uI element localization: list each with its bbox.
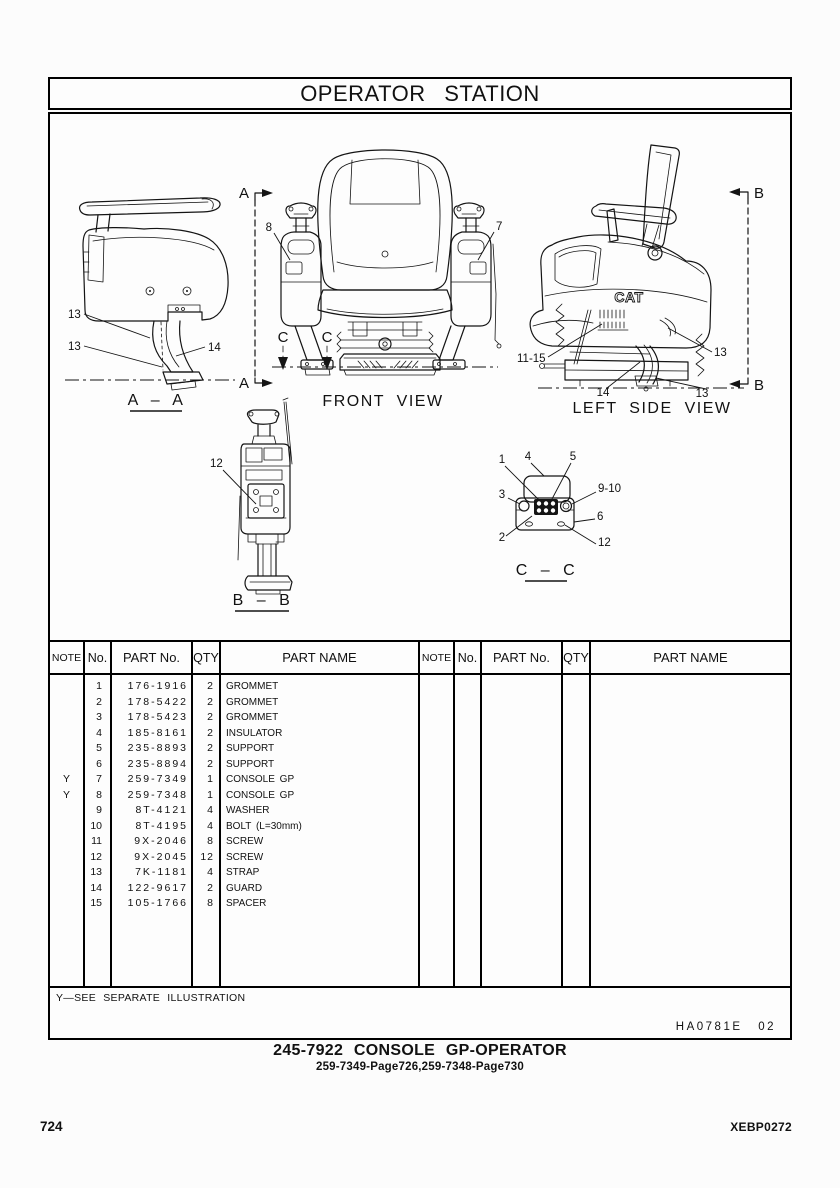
cell-part_no: 9X-2046 — [134, 835, 188, 847]
footnote-area — [50, 988, 790, 1038]
column-no — [455, 675, 482, 986]
callout-cc-1: 1 — [498, 454, 506, 466]
callout-aa-13-lower: 13 — [68, 341, 81, 353]
page-title: OPERATOR STATION — [300, 80, 540, 106]
callout-cc-4: 4 — [524, 451, 532, 463]
column-part-name — [221, 675, 418, 986]
cell-note — [50, 726, 83, 742]
callout-cc-2: 2 — [498, 532, 506, 544]
caption-front-view: FRONT VIEW — [322, 393, 444, 410]
cell-part_no: 8T-4121 — [135, 804, 188, 816]
page-number: 724 — [40, 1119, 63, 1134]
callout-side-14: 14 — [596, 387, 610, 399]
cell-qty: 4 — [207, 819, 214, 832]
cell-note — [50, 896, 83, 912]
cell-no: 3 — [96, 711, 102, 723]
cell-name: CONSOLE GP — [226, 774, 295, 785]
cell-qty: 8 — [207, 835, 214, 847]
col-header-qty: QTY — [563, 642, 591, 673]
callout-cc-12: 12 — [598, 537, 611, 549]
col-header-note: NOTE — [420, 642, 455, 673]
cell-note — [50, 710, 83, 726]
cell-part_no: 259-7348 — [127, 788, 188, 801]
figure-caption-title: 245-7922 CONSOLE GP-OPERATOR — [273, 1042, 567, 1059]
cell-no: 7 — [96, 773, 102, 785]
figure-caption — [0, 1042, 840, 1073]
section-marker-c-right: C — [321, 329, 333, 346]
cell-name: SUPPORT — [226, 758, 275, 770]
cell-name: SUPPORT — [226, 743, 275, 754]
callout-front-7: 7 — [496, 221, 503, 233]
footnote-text: Y—SEE SEPARATE ILLUSTRATION — [56, 992, 246, 1004]
cell-qty: 2 — [207, 757, 214, 770]
cell-no: 2 — [96, 695, 102, 708]
cell-name: BOLT (L=30mm) — [226, 820, 302, 832]
cell-note — [50, 803, 83, 819]
column-part-no — [482, 675, 563, 986]
cell-note — [50, 679, 83, 695]
cell-no: 12 — [90, 850, 102, 863]
cell-qty: 12 — [200, 850, 214, 863]
cell-name: GROMMET — [226, 681, 279, 692]
cell-no: 9 — [96, 804, 102, 816]
cell-note — [50, 881, 83, 897]
cell-note — [50, 757, 83, 773]
cell-name: CONSOLE GP — [226, 789, 295, 801]
cell-qty: 2 — [207, 881, 214, 894]
cell-part_no: 235-8894 — [127, 757, 188, 770]
col-header-no: No. — [455, 642, 482, 673]
cell-part_no: 8T-4195 — [135, 819, 188, 832]
cell-qty: 2 — [207, 680, 214, 692]
cell-part_no: 235-8893 — [127, 742, 188, 754]
section-b-b-drawing — [210, 398, 292, 611]
cell-note — [50, 865, 83, 881]
callout-side-11-15: 11-15 — [517, 353, 546, 365]
cell-qty: 2 — [207, 742, 214, 754]
document-code: XEBP0272 — [730, 1120, 792, 1134]
table-header-right — [420, 642, 790, 675]
col-header-part-name: PART NAME — [282, 650, 357, 665]
front-view-drawing — [239, 150, 502, 410]
section-c-c-drawing — [499, 451, 621, 581]
drawings-svg — [50, 114, 790, 640]
title-bar — [48, 77, 792, 110]
cell-note — [50, 850, 83, 866]
col-header-qty: QTY — [193, 642, 221, 673]
callout-cc-5: 5 — [569, 451, 577, 463]
cell-part_no: 7K-1181 — [135, 866, 188, 878]
cell-note: Y — [62, 773, 70, 785]
cell-no: 15 — [90, 897, 102, 909]
cell-note — [50, 695, 83, 711]
document-frame — [48, 77, 792, 1040]
cell-qty: 1 — [207, 773, 214, 785]
section-marker-b-bottom: B — [754, 377, 765, 394]
section-marker-c-left: C — [277, 329, 289, 346]
caption-left-side-view: LEFT SIDE VIEW — [572, 400, 732, 417]
cell-qty: 2 — [207, 695, 214, 708]
caption-b-b: B – B — [232, 592, 292, 609]
cell-name: SPACER — [226, 898, 267, 909]
cell-name: STRAP — [226, 867, 260, 878]
column-qty — [563, 675, 591, 986]
caption-c-c: C – C — [515, 562, 577, 579]
parts-table-body-right — [420, 675, 790, 986]
cat-logo: CAT — [614, 289, 644, 305]
parts-table-left — [50, 642, 420, 986]
callout-cc-3: 3 — [498, 489, 506, 501]
cell-qty: 2 — [207, 726, 214, 739]
column-part-name — [591, 675, 790, 986]
parts-table-right — [420, 642, 790, 986]
cell-name: WASHER — [226, 805, 270, 816]
cell-no: 11 — [91, 835, 102, 847]
cell-note: Y — [62, 788, 70, 801]
cell-part_no: 178-5423 — [127, 711, 188, 723]
cell-no: 13 — [90, 866, 102, 878]
callout-cc-9-10: 9-10 — [598, 483, 622, 495]
col-header-no: No. — [85, 642, 112, 673]
column-note — [50, 675, 85, 986]
cell-part_no: 178-5422 — [127, 695, 188, 708]
cell-no: 1 — [96, 680, 102, 692]
cell-name: SCREW — [226, 851, 264, 863]
parts-table-body-left — [50, 675, 418, 986]
cell-note — [50, 834, 83, 850]
column-note — [420, 675, 455, 986]
cell-part_no: 185-8161 — [127, 726, 188, 739]
cell-qty: 8 — [207, 897, 214, 909]
section-marker-a-top: A — [238, 185, 249, 202]
cell-qty: 4 — [207, 804, 214, 816]
caption-a-a: A – A — [127, 392, 185, 409]
figure-caption-subtitle: 259-7349-Page726,259-7348-Page730 — [315, 1061, 524, 1073]
callout-front-8: 8 — [265, 222, 272, 234]
cell-no: 4 — [96, 726, 102, 739]
content-box — [48, 112, 792, 1040]
callout-side-13-upper: 13 — [714, 347, 727, 359]
cell-part_no: 176-1916 — [127, 680, 188, 692]
cell-name: GROMMET — [226, 696, 279, 708]
section-marker-b-top: B — [754, 185, 765, 202]
cell-part_no: 9X-2045 — [134, 850, 188, 863]
section-marker-a-bottom: A — [238, 375, 249, 392]
callout-aa-13-upper: 13 — [68, 309, 81, 321]
cell-no: 5 — [96, 742, 102, 754]
cell-qty: 1 — [207, 788, 214, 801]
column-qty — [193, 675, 221, 986]
parts-table — [50, 640, 790, 988]
col-header-note: NOTE — [50, 642, 85, 673]
callout-bb-12: 12 — [210, 458, 223, 470]
column-no — [85, 675, 112, 986]
col-header-part-no: PART No. — [482, 642, 563, 673]
section-a-a-drawing — [65, 198, 235, 411]
callout-side-13-lower: 13 — [695, 388, 709, 400]
col-header-part-no: PART No. — [112, 642, 193, 673]
cell-qty: 4 — [207, 866, 214, 878]
cell-part_no: 259-7349 — [127, 773, 188, 785]
cell-name: GROMMET — [226, 712, 279, 723]
cell-note — [50, 819, 83, 835]
cell-no: 10 — [90, 819, 102, 832]
cell-name: SCREW — [226, 836, 264, 847]
cell-part_no: 122-9617 — [127, 881, 188, 894]
cell-no: 6 — [96, 757, 102, 770]
left-side-view-drawing — [517, 145, 764, 417]
cell-name: INSULATOR — [226, 727, 283, 739]
callout-aa-14: 14 — [208, 342, 221, 354]
cell-part_no: 105-1766 — [127, 897, 188, 909]
cell-no: 8 — [96, 788, 102, 801]
drawing-area — [50, 114, 790, 640]
cell-name: GUARD — [226, 882, 263, 894]
table-header-left — [50, 642, 418, 675]
drawing-reference-code: HA0781E 02 — [675, 1021, 776, 1033]
col-header-part-name: PART NAME — [653, 650, 728, 665]
cell-no: 14 — [90, 881, 102, 894]
callout-cc-6: 6 — [597, 511, 604, 523]
column-part-no — [112, 675, 193, 986]
cell-qty: 2 — [207, 711, 214, 723]
cell-note — [50, 741, 83, 757]
